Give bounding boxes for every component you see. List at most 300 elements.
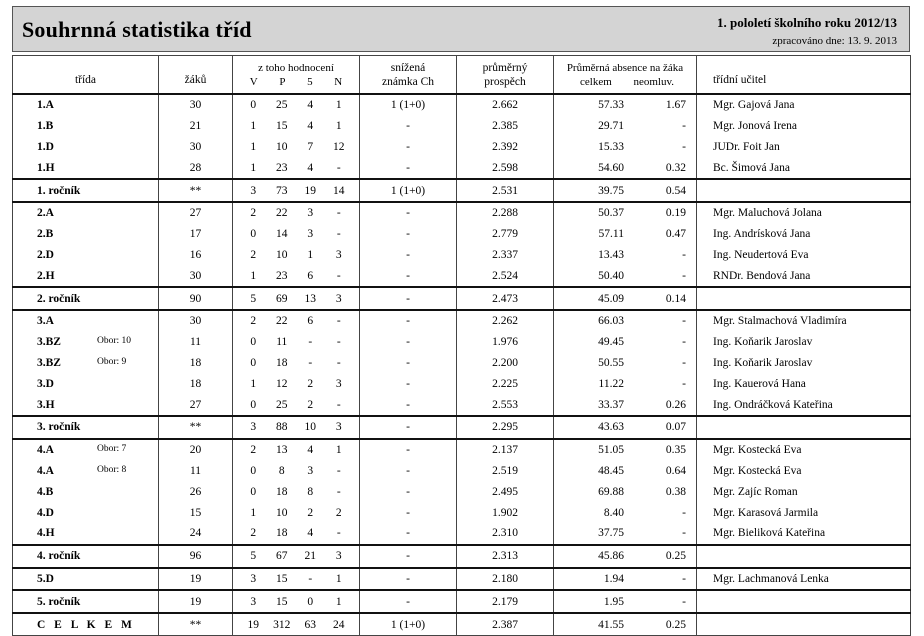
grade-v-value: 1 [250, 269, 257, 282]
grade-5-value: 7 [307, 140, 314, 153]
grade-5-value: 1 [307, 248, 314, 261]
class-cell [13, 373, 159, 394]
grade-5-value: 6 [307, 269, 314, 282]
grade-p-value: 15 [276, 120, 288, 133]
class-name: 5. ročník [37, 595, 81, 608]
grade-p-value: 15 [276, 595, 288, 608]
grade-n-value: 3 [335, 550, 342, 563]
teacher-cell: RNDr. Bendová Jana [697, 265, 911, 287]
grade-n-value: 1 [335, 444, 342, 457]
grade-p-value: 69 [276, 292, 288, 305]
class-name: C E L K E M [37, 618, 135, 631]
absence-cell [554, 439, 697, 461]
table-row [13, 502, 911, 523]
grades-cell [233, 613, 360, 635]
grades-cell [233, 353, 360, 374]
grade-5-value: 4 [307, 527, 314, 540]
grades-cell [233, 94, 360, 116]
absence-cell [554, 310, 697, 332]
teacher-cell: Ing. Ondráčková Kateřina [697, 394, 911, 416]
table-row [13, 116, 911, 137]
absence-cell [554, 287, 697, 310]
grade-v-value: 5 [250, 292, 257, 305]
reduced-grade-cell: - [360, 568, 457, 591]
class-cell [13, 545, 159, 568]
average-cell: 2.553 [457, 394, 554, 416]
class-cell [13, 332, 159, 353]
absence-unexcused-value: - [682, 595, 686, 608]
teacher-cell: Mgr. Jonová Irena [697, 116, 911, 137]
absence-total-value: 15.33 [598, 140, 624, 153]
grade-p-value: 10 [276, 248, 288, 261]
class-cell [13, 353, 159, 374]
absence-cell [554, 481, 697, 502]
absence-total-header: celkem [580, 75, 612, 88]
grade-p-value: 22 [276, 207, 288, 220]
absence-cell [554, 613, 697, 635]
teacher-cell: Mgr. Lachmanová Lenka [697, 568, 911, 591]
grade-n-value: 1 [335, 99, 342, 112]
grade-5-value: 3 [307, 464, 314, 477]
teacher-cell: Ing. Andrísková Jana [697, 224, 911, 245]
grades-cell [233, 157, 360, 179]
reduced-grade-cell: - [360, 461, 457, 482]
class-name: 1.D [37, 140, 54, 153]
grade-v-value: 1 [250, 377, 257, 390]
absence-total-value: 69.88 [598, 485, 624, 498]
grade-n-value: - [336, 464, 341, 477]
grade-n-value: - [336, 315, 341, 328]
absence-cell [554, 179, 697, 202]
grade-n-value: - [336, 356, 341, 369]
grade-p-value: 18 [276, 356, 288, 369]
grade-p-value: 14 [276, 228, 288, 241]
grade-p-value: 12 [276, 377, 288, 390]
grade-v-value: 0 [250, 485, 257, 498]
grade-p-value: 10 [276, 506, 288, 519]
grade-v-value: 3 [250, 572, 257, 585]
class-cell [13, 416, 159, 439]
absence-total-value: 48.45 [598, 464, 624, 477]
class-name: 3.H [37, 398, 55, 411]
grades-cell [233, 287, 360, 310]
report-header [12, 6, 910, 52]
students-cell: 26 [159, 481, 233, 502]
grade-v-value: 0 [250, 336, 257, 349]
teacher-cell: Ing. Koňarik Jaroslav [697, 332, 911, 353]
grade-5-value: 2 [307, 398, 314, 411]
class-cell [13, 179, 159, 202]
grade-5-value: 4 [307, 120, 314, 133]
class-name: 1.B [37, 120, 54, 133]
processed-date: zpracováno dne: 13. 9. 2013 [772, 35, 897, 47]
reduced-grade-cell: - [360, 310, 457, 332]
teacher-cell: Mgr. Gajová Jana [697, 94, 911, 116]
class-name: 2.B [37, 228, 54, 241]
class-name: 2. ročník [37, 292, 81, 305]
absence-unexcused-value: - [682, 506, 686, 519]
class-name: 4.B [37, 485, 54, 498]
class-cell [13, 94, 159, 116]
absence-total-value: 66.03 [598, 315, 624, 328]
class-name: 1.H [37, 161, 55, 174]
students-cell: 30 [159, 137, 233, 158]
grades-cell [233, 439, 360, 461]
teacher-cell: Mgr. Karasová Jarmila [697, 502, 911, 523]
average-cell: 2.262 [457, 310, 554, 332]
students-cell: 30 [159, 265, 233, 287]
class-name: 4.H [37, 527, 55, 540]
grade-5-value: 3 [307, 207, 314, 220]
absence-total-value: 1.95 [603, 595, 624, 608]
absence-cell [554, 461, 697, 482]
absence-total-value: 11.22 [598, 377, 624, 390]
absence-cell [554, 373, 697, 394]
absence-unexcused-header: neomluv. [633, 75, 674, 88]
grade-p-header: P [279, 75, 286, 88]
table-row [13, 439, 911, 461]
table-row [13, 202, 911, 224]
students-cell: 24 [159, 523, 233, 545]
class-name: 3.A [37, 315, 54, 328]
summary-row [13, 613, 911, 635]
average-cell: 2.598 [457, 157, 554, 179]
absence-cell [554, 137, 697, 158]
students-cell: 30 [159, 94, 233, 116]
teacher-cell [697, 613, 911, 635]
grades-cell [233, 310, 360, 332]
col-class-header: třída [13, 56, 159, 95]
class-cell [13, 590, 159, 613]
grade-n-value: - [336, 527, 341, 540]
average-cell: 2.392 [457, 137, 554, 158]
grade-p-value: 18 [276, 485, 288, 498]
grades-cell [233, 179, 360, 202]
reduced-grade-cell: - [360, 353, 457, 374]
grade-5-value: 4 [307, 161, 314, 174]
grade-5-value: 19 [304, 184, 316, 197]
class-name: 2.H [37, 269, 55, 282]
average-cell: 2.531 [457, 179, 554, 202]
absence-total-value: 57.11 [598, 228, 624, 241]
grade-v-value: 1 [250, 120, 257, 133]
reduced-grade-cell: - [360, 332, 457, 353]
table-row [13, 353, 911, 374]
average-cell: 2.295 [457, 416, 554, 439]
class-name: 3.BZ [37, 356, 61, 369]
grade-v-value: 2 [250, 248, 257, 261]
col-grades-header: z toho hodnocení V P 5 N [233, 56, 360, 95]
reduced-grade-cell: - [360, 224, 457, 245]
grade-v-value: 2 [250, 527, 257, 540]
grade-v-value: 2 [250, 207, 257, 220]
average-cell: 2.519 [457, 461, 554, 482]
reduced-grade-cell: - [360, 502, 457, 523]
grade-v-header: V [249, 75, 258, 88]
teacher-cell: Bc. Šimová Jana [697, 157, 911, 179]
absence-cell [554, 332, 697, 353]
grade-n-value: 24 [333, 618, 345, 631]
class-name: 2.D [37, 248, 54, 261]
absence-cell [554, 416, 697, 439]
table-row [13, 568, 911, 591]
absence-cell [554, 545, 697, 568]
class-name: 4. ročník [37, 550, 81, 563]
absence-unexcused-value: 0.19 [665, 207, 686, 220]
grade-n-value: - [336, 485, 341, 498]
reduced-grade-cell: 1 (1+0) [360, 613, 457, 635]
grade-v-value: 2 [250, 315, 257, 328]
absence-unexcused-value: 0.35 [665, 444, 686, 457]
teacher-cell [697, 416, 911, 439]
average-cell: 2.200 [457, 353, 554, 374]
grade-v-value: 3 [250, 595, 257, 608]
absence-total-value: 51.05 [598, 444, 624, 457]
reduced-grade-cell: - [360, 137, 457, 158]
table-row [13, 137, 911, 158]
reduced-grade-cell: - [360, 439, 457, 461]
students-cell: 28 [159, 157, 233, 179]
teacher-cell: Ing. Kauerová Hana [697, 373, 911, 394]
students-cell: 19 [159, 590, 233, 613]
grade-5-value: 10 [304, 421, 316, 434]
absence-cell [554, 224, 697, 245]
average-cell: 2.779 [457, 224, 554, 245]
students-cell: 30 [159, 310, 233, 332]
grade-v-value: 1 [250, 140, 257, 153]
class-name: 3.BZ [37, 336, 61, 349]
class-name: 5.D [37, 572, 54, 585]
teacher-cell: Ing. Neudertová Eva [697, 245, 911, 266]
grade-p-value: 13 [276, 444, 288, 457]
teacher-cell: Mgr. Kostecká Eva [697, 439, 911, 461]
absence-total-value: 8.40 [603, 506, 624, 519]
students-cell: 20 [159, 439, 233, 461]
absence-total-value: 50.40 [598, 269, 624, 282]
grade-p-value: 88 [276, 421, 288, 434]
grade-n-value: 3 [335, 248, 342, 261]
reduced-grade-cell: - [360, 590, 457, 613]
absence-cell [554, 94, 697, 116]
absence-unexcused-value: - [682, 269, 686, 282]
table-row [13, 523, 911, 545]
reduced-grade-cell: - [360, 481, 457, 502]
average-cell: 2.473 [457, 287, 554, 310]
table-row [13, 394, 911, 416]
class-cell [13, 157, 159, 179]
average-cell: 2.137 [457, 439, 554, 461]
grade-v-value: 5 [250, 550, 257, 563]
grade-n-value: 1 [335, 595, 342, 608]
class-cell [13, 613, 159, 635]
grade-n-value: - [336, 336, 341, 349]
table-row [13, 245, 911, 266]
grades-cell [233, 523, 360, 545]
teacher-cell [697, 179, 911, 202]
table-row [13, 224, 911, 245]
absence-cell [554, 502, 697, 523]
grades-cell [233, 568, 360, 591]
absence-cell [554, 568, 697, 591]
absence-total-value: 54.60 [598, 161, 624, 174]
absence-cell [554, 202, 697, 224]
average-cell: 2.180 [457, 568, 554, 591]
reduced-grade-cell: - [360, 202, 457, 224]
table-row [13, 310, 911, 332]
absence-cell [554, 245, 697, 266]
teacher-cell: Mgr. Stalmachová Vladimíra [697, 310, 911, 332]
average-cell: 2.387 [457, 613, 554, 635]
summary-row [13, 545, 911, 568]
summary-row [13, 179, 911, 202]
absence-total-value: 41.55 [598, 618, 624, 631]
absence-cell [554, 157, 697, 179]
grade-p-value: 23 [276, 161, 288, 174]
absence-total-value: 33.37 [598, 398, 624, 411]
class-name: 4.A [37, 464, 54, 477]
col-students-header: žáků [159, 56, 233, 95]
students-cell: 90 [159, 287, 233, 310]
field-of-study-label: Obor: 9 [97, 356, 127, 367]
class-name: 1.A [37, 99, 54, 112]
grade-p-value: 15 [276, 572, 288, 585]
grade-5-value: - [308, 356, 313, 369]
grades-cell [233, 332, 360, 353]
teacher-cell: Ing. Koňarik Jaroslav [697, 353, 911, 374]
class-cell [13, 245, 159, 266]
reduced-grade-cell: - [360, 116, 457, 137]
average-cell: 2.288 [457, 202, 554, 224]
grade-p-value: 10 [276, 140, 288, 153]
absence-cell [554, 116, 697, 137]
students-cell: 11 [159, 461, 233, 482]
reduced-grade-cell: - [360, 245, 457, 266]
class-cell [13, 137, 159, 158]
absence-unexcused-value: - [682, 315, 686, 328]
teacher-cell [697, 545, 911, 568]
class-name: 4.D [37, 506, 54, 519]
absence-cell [554, 265, 697, 287]
grade-n-header: N [334, 75, 343, 88]
grade-5-value: 4 [307, 444, 314, 457]
class-cell [13, 265, 159, 287]
absence-unexcused-value: - [682, 527, 686, 540]
grades-cell [233, 394, 360, 416]
absence-unexcused-value: 0.25 [665, 550, 686, 563]
class-cell [13, 224, 159, 245]
class-cell [13, 568, 159, 591]
students-cell: 19 [159, 568, 233, 591]
table-row [13, 481, 911, 502]
average-cell: 2.385 [457, 116, 554, 137]
summary-row [13, 416, 911, 439]
grades-cell [233, 416, 360, 439]
reduced-grade-cell: - [360, 265, 457, 287]
class-name: 4.A [37, 444, 54, 457]
reduced-grade-cell: - [360, 416, 457, 439]
absence-cell [554, 394, 697, 416]
col-reduced-header: snížená známka Ch [360, 56, 457, 95]
grades-cell [233, 137, 360, 158]
grade-n-value: 1 [335, 120, 342, 133]
class-cell [13, 502, 159, 523]
grades-cell [233, 461, 360, 482]
grade-p-value: 67 [276, 550, 288, 563]
class-cell [13, 116, 159, 137]
table-row [13, 461, 911, 482]
table-row [13, 157, 911, 179]
grade-p-value: 23 [276, 269, 288, 282]
absence-total-value: 50.55 [598, 356, 624, 369]
students-cell: ** [159, 416, 233, 439]
grade-n-value: 2 [335, 506, 342, 519]
teacher-cell: Mgr. Bieliková Kateřina [697, 523, 911, 545]
grade-p-value: 312 [273, 618, 291, 631]
table-row [13, 332, 911, 353]
absence-unexcused-value: 0.64 [665, 464, 686, 477]
grade-n-value: 3 [335, 377, 342, 390]
header-row [13, 56, 911, 95]
absence-cell [554, 523, 697, 545]
grade-5-value: 21 [304, 550, 316, 563]
absence-unexcused-value: - [682, 356, 686, 369]
students-cell: 11 [159, 332, 233, 353]
grades-cell [233, 245, 360, 266]
students-cell: 27 [159, 202, 233, 224]
grade-v-value: 3 [250, 184, 257, 197]
absence-unexcused-value: 0.38 [665, 485, 686, 498]
reduced-grade-cell: - [360, 545, 457, 568]
field-of-study-label: Obor: 8 [97, 464, 127, 475]
grade-p-value: 73 [276, 184, 288, 197]
grade-5-value: 3 [307, 228, 314, 241]
grades-cell [233, 202, 360, 224]
teacher-cell: Mgr. Kostecká Eva [697, 461, 911, 482]
absence-total-value: 29.71 [598, 120, 624, 133]
grade-n-value: 14 [333, 184, 345, 197]
absence-total-value: 50.37 [598, 207, 624, 220]
absence-total-value: 1.94 [603, 572, 624, 585]
teacher-cell: Mgr. Zajíc Roman [697, 481, 911, 502]
grade-v-value: 0 [250, 398, 257, 411]
col-average-header: průměrný prospěch [457, 56, 554, 95]
grade-n-value: - [336, 228, 341, 241]
reduced-grade-cell: - [360, 523, 457, 545]
absence-total-value: 45.09 [598, 292, 624, 305]
grade-n-value: 12 [333, 140, 345, 153]
students-cell: ** [159, 179, 233, 202]
grade-v-value: 1 [250, 506, 257, 519]
table-row [13, 265, 911, 287]
absence-unexcused-value: 1.67 [665, 99, 686, 112]
average-cell: 2.225 [457, 373, 554, 394]
class-cell [13, 439, 159, 461]
absence-unexcused-value: - [682, 248, 686, 261]
grade-v-value: 1 [250, 161, 257, 174]
class-cell [13, 523, 159, 545]
class-cell [13, 394, 159, 416]
grade-p-value: 11 [276, 336, 288, 349]
reduced-grade-cell: - [360, 373, 457, 394]
grade-p-value: 25 [276, 398, 288, 411]
grades-cell [233, 545, 360, 568]
class-cell [13, 481, 159, 502]
average-cell: 2.313 [457, 545, 554, 568]
grade-5-value: 6 [307, 315, 314, 328]
grade-5-value: 0 [307, 595, 314, 608]
grade-v-value: 19 [247, 618, 259, 631]
absence-unexcused-value: 0.07 [665, 421, 686, 434]
